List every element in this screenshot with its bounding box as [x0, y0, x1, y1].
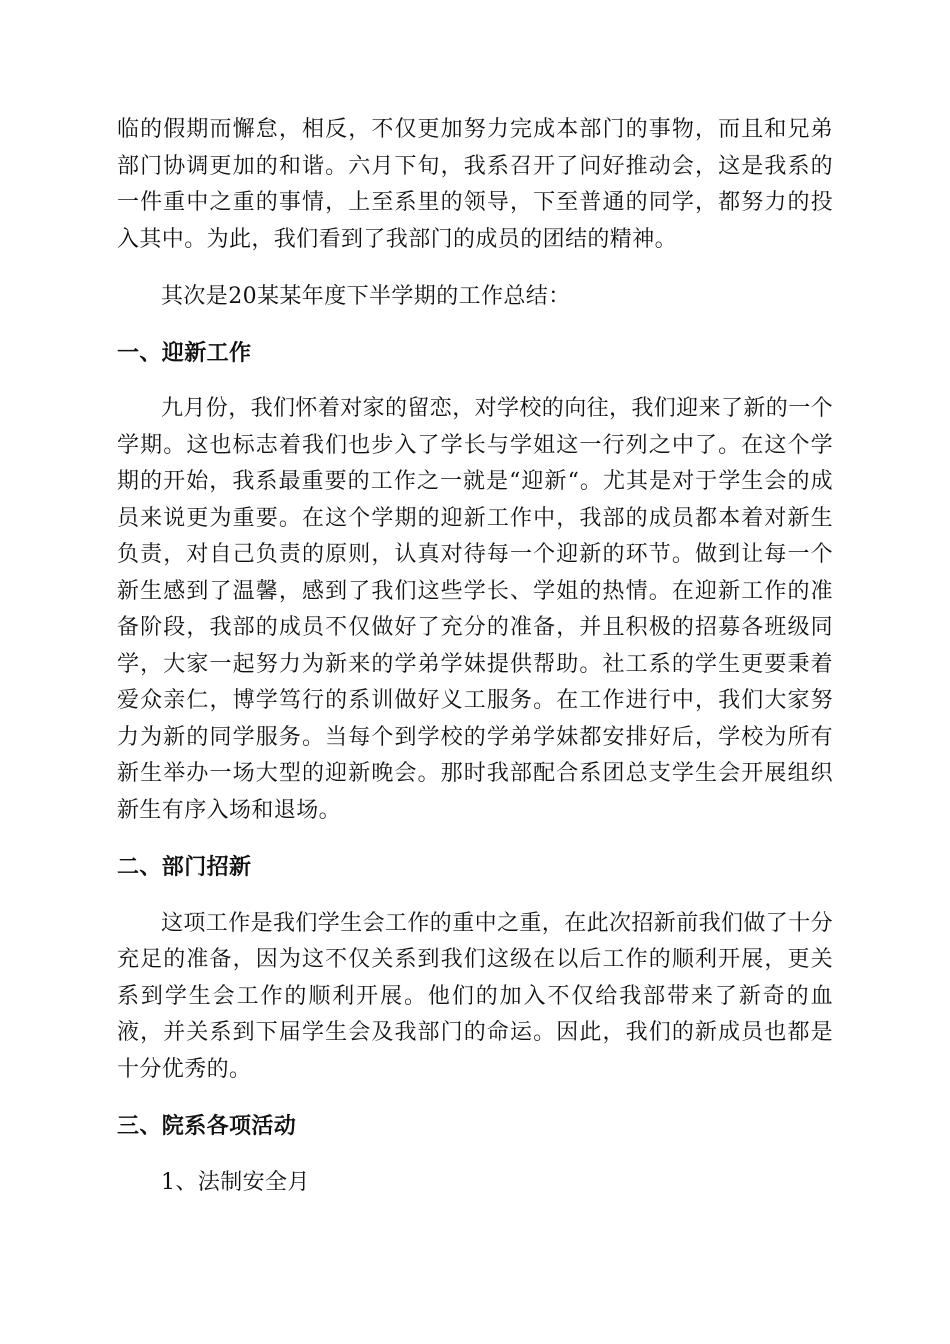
paragraph-continuation: 临的假期而懈怠，相反，不仅更加努力完成本部门的事物，而且和兄弟部门协调更加的和谐。六月下旬，我系召开了问好推动会，这是我系的一件重中之重的事情，上至系里的领导，下至普通的同学，都努力的投入其中。为此，我们看到了我部门的成员的团结的精神。	[117, 117, 833, 252]
paragraph-welcome-work: 九月份，我们怀着对家的留恋，对学校的向往，我们迎来了新的一个学期。这也标志着我们也步入了学长与学姐这一行列之中了。在这个学期的开始，我系最重要的工作之一就是“迎新“。尤其是对于学生会的成员来说更为重要。在这个学期的迎新工作中，我部的成员都本着对新生负责，对自己负责的原则，认真对待每一个迎新的环节。做到让每一个新生感到了温馨，感到了我们这些学长、学姐的热情。在迎新工作的准备阶段，我部的成员不仅做好了充分的准备，并且积极的招募各班级同学，大家一起努力为新来的学弟学妹提供帮助。社工系的学生更要秉着爱众亲仁，博学笃行的系训做好义工服务。在工作进行中，我们大家努力为新的同学服务。当每个到学校的学弟学妹都安排好后，学校为所有新生举办一场大型的迎新晚会。那时我部配合系团总支学生会开展组织新生有序入场和退场。	[117, 396, 834, 823]
section-heading-activities: 三、院系各项活动	[117, 1113, 297, 1139]
list-item-legal-safety-month: 1、法制安全月	[161, 1169, 310, 1195]
paragraph-second-half-intro: 其次是20某某年度下半学期的工作总结：	[161, 284, 571, 309]
section-heading-recruitment: 二、部门招新	[117, 854, 252, 880]
document-page	[117, 112, 833, 1201]
paragraph-recruitment: 这项工作是我们学生会工作的重中之重，在此次招新前我们做了十分充足的准备，因为这不仅关系到我们这级在以后工作的顺利开展，更关系到学生会工作的顺利开展。他们的加入不仅给我部带来了新奇的血液，并关系到下届学生会及我部门的命运。因此，我们的新成员也都是十分优秀的。	[117, 910, 834, 1082]
section-heading-welcome: 一、迎新工作	[117, 339, 252, 366]
